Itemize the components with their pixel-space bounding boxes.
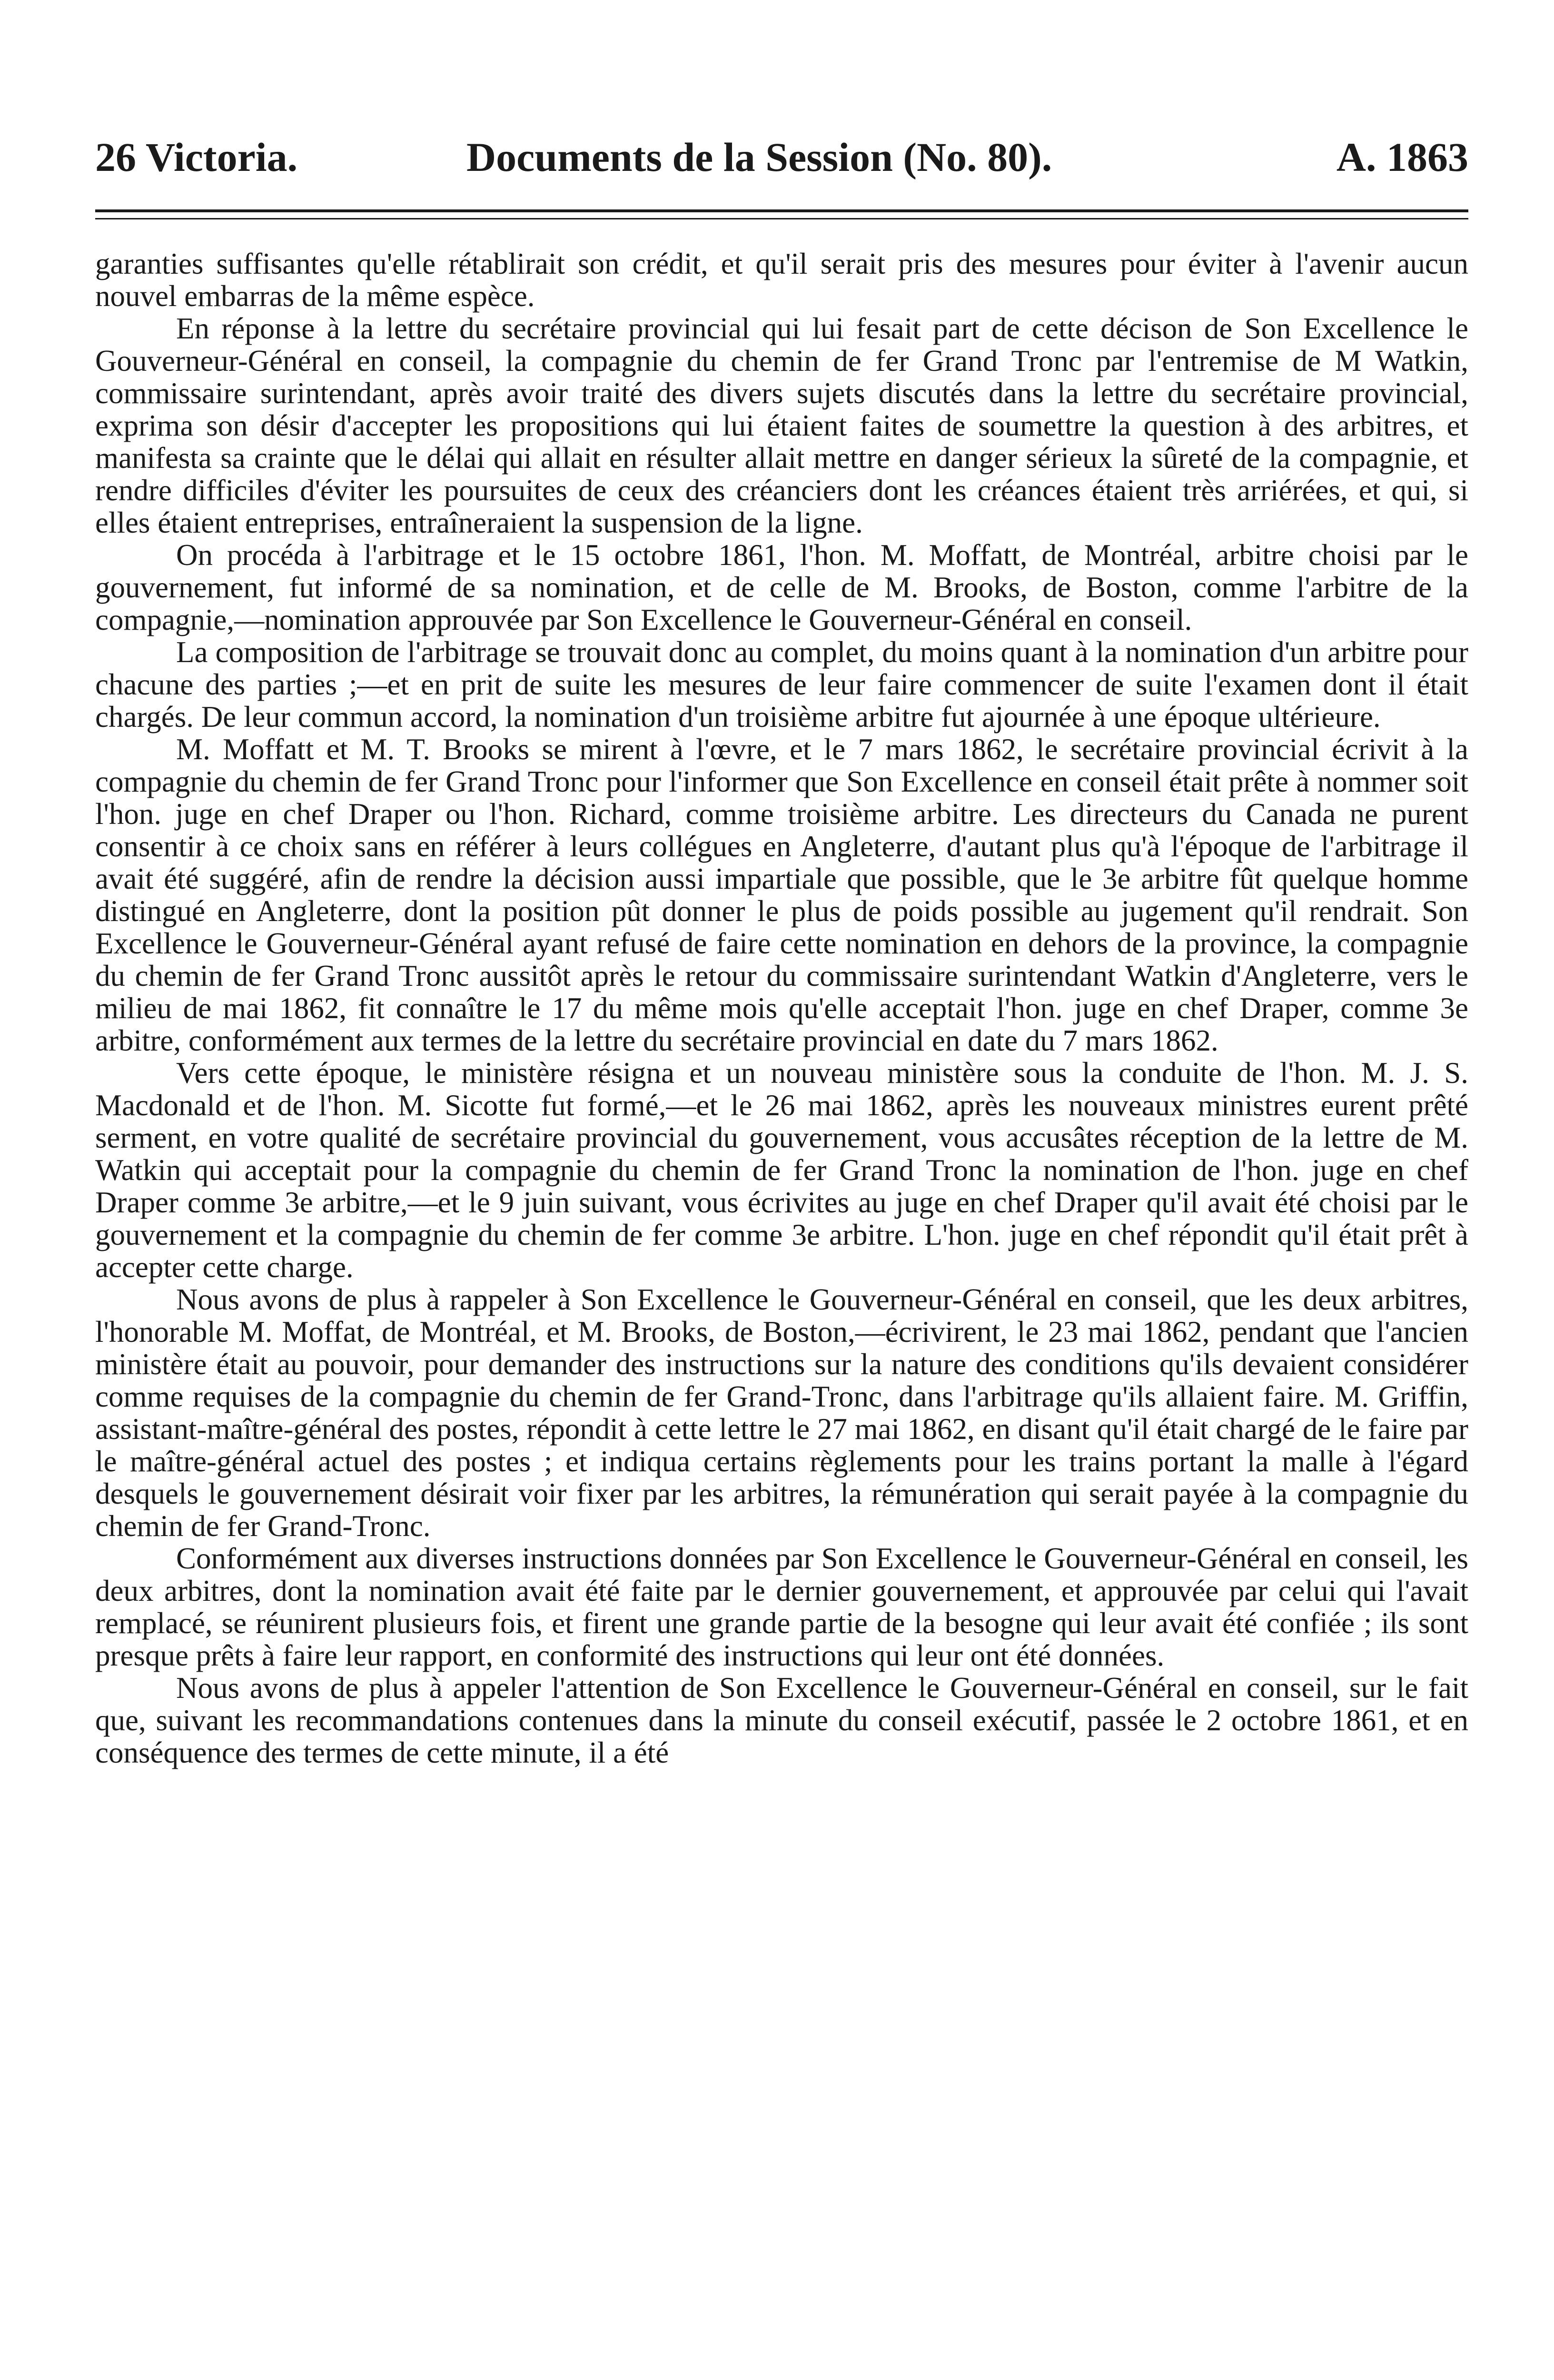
- header-left: 26 Victoria.: [95, 134, 298, 180]
- header-right: A. 1863: [1336, 134, 1468, 180]
- running-header: [95, 129, 1468, 186]
- paragraph: M. Moffatt et M. T. Brooks se mirent à l'œvre, et le 7 mars 1862, le secrétaire provincial écrivit à la compagnie du chemin de fer Grand Tronc pour l'informer que Son Excellence en conseil était prête à nommer soit l'hon. juge en chef Draper ou l'hon. Richard, comme troisième arbitre. Les directeurs du Canada ne purent consentir à ce choix sans en référer à leurs collégues en Angleterre, d'autant plus qu'à l'époque de l'arbitrage il avait été suggéré, afin de rendre la décision aussi impartiale que possible, que le 3e arbitre fût quelque homme distingué en Angleterre, dont la position pût donner le plus de poids possible au jugement qu'il rendrait. Son Excellence le Gouverneur-Général ayant refusé de faire cette nomination en dehors de la province, la compagnie du chemin de fer Grand Tronc aussitôt après le retour du commissaire surintendant Watkin d'Angleterre, vers le milieu de mai 1862, fit connaître le 17 du même mois qu'elle acceptait l'hon. juge en chef Draper, comme 3e arbitre, conformément aux termes de la lettre du secrétaire provincial en date du 7 mars 1862.: [95, 733, 1468, 1057]
- paragraph: Conformément aux diverses instructions données par Son Excellence le Gouverneur-Général en conseil, les deux arbitres, dont la nomination avait été faite par le dernier gouvernement, et approuvée par celui qui l'avait remplacé, se réunirent plusieurs fois, et firent une grande partie de la besogne qui leur avait été confiée ; ils sont presque prêts à faire leur rapport, en conformité des instructions qui leur ont été données.: [95, 1542, 1468, 1672]
- body-text: [95, 248, 1468, 1769]
- paragraph: garanties suffisantes qu'elle rétablirait son crédit, et qu'il serait pris des mesures pour éviter à l'avenir aucun nouvel embarras de la même espèce.: [95, 247, 1468, 313]
- paragraph: En réponse à la lettre du secrétaire provincial qui lui fesait part de cette décison de Son Excellence le Gouverneur-Général en conseil, la compagnie du chemin de fer Grand Tronc par l'entremise de M Watkin, commissaire surintendant, après avoir traité des divers sujets discutés dans la lettre du secrétaire provincial, exprima son désir d'accepter les propositions qui lui étaient faites de soumettre la question à des arbitres, et manifesta sa crainte que le délai qui allait en résulter allait mettre en danger sérieux la sûreté de la compagnie, et rendre difficiles d'éviter les poursuites de ceux des créanciers dont les créances étaient très arriérées, et qui, si elles étaient entreprises, entraîneraient la suspension de la ligne.: [95, 312, 1468, 539]
- paragraph: Vers cette époque, le ministère résigna et un nouveau ministère sous la conduite de l'hon. M. J. S. Macdonald et de l'hon. M. Sicotte fut formé,—et le 26 mai 1862, après les nouveaux ministres eurent prêté serment, en votre qualité de secrétaire provincial du gouvernement, vous accusâtes réception de la lettre de M. Watkin qui acceptait pour la compagnie du chemin de fer Grand Tronc la nomination de l'hon. juge en chef Draper comme 3e arbitre,—et le 9 juin suivant, vous écrivites au juge en chef Draper qu'il avait été choisi par le gouvernement et la compagnie du chemin de fer comme 3e arbitre. L'hon. juge en chef répondit qu'il était prêt à accepter cette charge.: [95, 1056, 1468, 1284]
- paragraph: Nous avons de plus à appeler l'attention de Son Excellence le Gouverneur-Général en conseil, sur le fait que, suivant les recommandations contenues dans la minute du conseil exécutif, passée le 2 octobre 1861, et en conséquence des termes de cette minute, il a été: [95, 1671, 1468, 1769]
- paragraph: La composition de l'arbitrage se trouvait donc au complet, du moins quant à la nomination d'un arbitre pour chacune des parties ;—et en prit de suite les mesures de leur faire commencer de suite l'examen dont il était chargés. De leur commun accord, la nomination d'un troisième arbitre fut ajournée à une époque ultérieure.: [95, 635, 1468, 734]
- paragraph: On procéda à l'arbitrage et le 15 octobre 1861, l'hon. M. Moffatt, de Montréal, arbitre choisi par le gouvernement, fut informé de sa nomination, et de celle de M. Brooks, de Boston, comme l'arbitre de la compagnie,—nomination approuvée par Son Excellence le Gouverneur-Général en conseil.: [95, 538, 1468, 636]
- header-rule-thick: [95, 209, 1468, 212]
- header-rule-thin: [95, 218, 1468, 219]
- paragraph: Nous avons de plus à rappeler à Son Excellence le Gouverneur-Général en conseil, que les deux arbitres, l'honorable M. Moffat, de Montréal, et M. Brooks, de Boston,—écrivirent, le 23 mai 1862, pendant que l'ancien ministère était au pouvoir, pour demander des instructions sur la nature des conditions qu'ils devaient considérer comme requises de la compagnie du chemin de fer Grand-Tronc, dans l'arbitrage qu'ils allaient faire. M. Griffin, assistant-maître-général des postes, répondit à cette lettre le 27 mai 1862, en disant qu'il était chargé de le faire par le maître-général actuel des postes ; et indiqua certains règlements pour les trains portant la malle à l'égard desquels le gouvernement désirait voir fixer par les arbitres, la rémunération qui serait payée à la compagnie du chemin de fer Grand-Tronc.: [95, 1283, 1468, 1543]
- header-center: Documents de la Session (No. 80).: [466, 134, 1052, 180]
